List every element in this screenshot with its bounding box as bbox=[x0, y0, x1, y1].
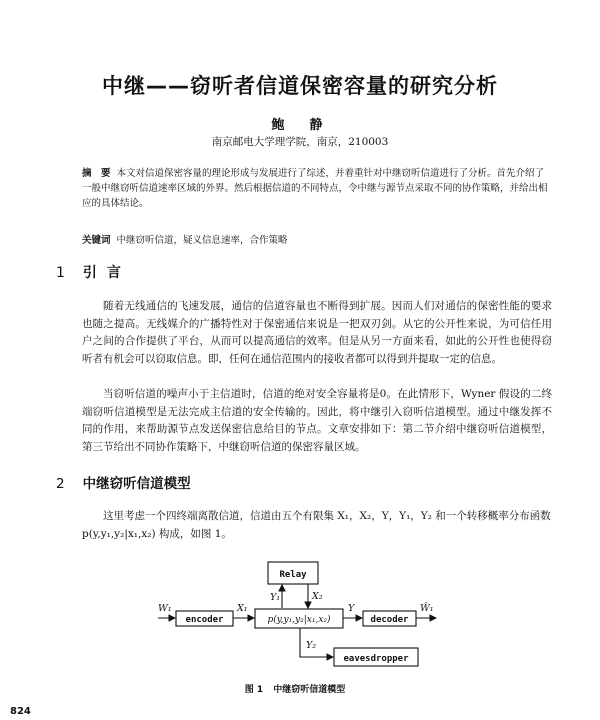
section-heading-1 bbox=[56, 262, 131, 282]
decoder-label: decoder bbox=[370, 615, 409, 625]
eavesdropper-label: eavesdropper bbox=[343, 654, 409, 664]
page-number: 824 bbox=[10, 706, 31, 717]
relay-label: Relay bbox=[279, 570, 307, 580]
body-paragraph: 随着无线通信的飞速发展，通信的信道容量也不断得到扩展。因而人们对通信的保密性能的要求也随之提高。无线媒介的广播特性对于保密通信来说是一把双刃剑。从它的公开性来说，为可信任用户之间的合作提供了平台，从而可以提高通信的效率。但是从另一方面来看，如此的公开性也使得窃听者有机会可以窃取信息。即，任何在通信范围内的接收者都可以得到并提取一定的信息。 bbox=[82, 300, 552, 365]
abstract-label: 摘 要 bbox=[82, 168, 111, 179]
y1-label: Y₁ bbox=[270, 592, 281, 603]
section-title: 引言 bbox=[82, 265, 131, 281]
y2-label: Y₂ bbox=[306, 640, 317, 651]
x2-label: X₂ bbox=[312, 591, 323, 602]
figure-caption bbox=[0, 682, 600, 695]
figure-caption-text: 中继窃听信道模型 bbox=[273, 685, 346, 695]
keywords-text: 中继窃听信道，疑义信息速率，合作策略 bbox=[116, 235, 288, 246]
author-affiliation: 南京邮电大学理学院，南京，210003 bbox=[211, 136, 389, 148]
paper-title: 中继——窃听者信道保密容量的研究分析 bbox=[102, 74, 498, 98]
body-paragraph: 当窃听信道的噪声小于主信道时，信道的绝对安全容量将是0。在此情形下，Wyner 假设的二终端窃听信道模型是无法完成主信道的安全传输的。因此，将中继引入窃听信道模型。通过中继发挥不同的作用，来帮助源节点发送保密信息给目的节点。文章安排如下：第二节介绍中继窃听信道模型，第三节给出不同协作策略下，中继窃听信道的保密容量区域。 bbox=[82, 388, 552, 453]
channel-label: p(y,y₁,y₂|x₁,x₂) bbox=[267, 615, 331, 625]
encoder-label: encoder bbox=[185, 615, 224, 625]
section-number: 1 bbox=[56, 265, 65, 281]
figure-relay-eavesdropper-model bbox=[150, 556, 440, 681]
x1-label: X₁ bbox=[237, 603, 248, 614]
section-heading-2 bbox=[56, 472, 191, 492]
figure-caption-label: 图 1 bbox=[244, 685, 264, 695]
keywords bbox=[82, 232, 552, 246]
keywords-label: 关键词 bbox=[82, 235, 111, 246]
abstract-text: 本文对信道保密容量的理论形成与发展进行了综述，并着重针对中继窃听信道进行了分析。首先介绍了一般中继窃听信道速率区域的外界。然后根据信道的不同特点，令中继与源节点采取不同的协作策略，并给出相应的具体结论。 bbox=[82, 168, 548, 209]
body-paragraph: 这里考虑一个四终端离散信道，信道由五个有限集 X₁，X₂，Y，Y₁，Y₂ 和一个转移概率分布函数 p(y,y₁,y₂|x₁,x₂) 构成，如图 1。 bbox=[82, 510, 551, 540]
section-number: 2 bbox=[56, 476, 65, 492]
w1-label: W₁ bbox=[158, 603, 172, 614]
abstract bbox=[82, 166, 552, 211]
y-label: Y bbox=[348, 603, 355, 614]
w1hat-label: Ŵ₁ bbox=[420, 603, 434, 614]
y2-arrow bbox=[300, 628, 333, 657]
section-title: 中继窃听信道模型 bbox=[82, 476, 191, 492]
author-name: 鲍 静 bbox=[271, 118, 329, 133]
